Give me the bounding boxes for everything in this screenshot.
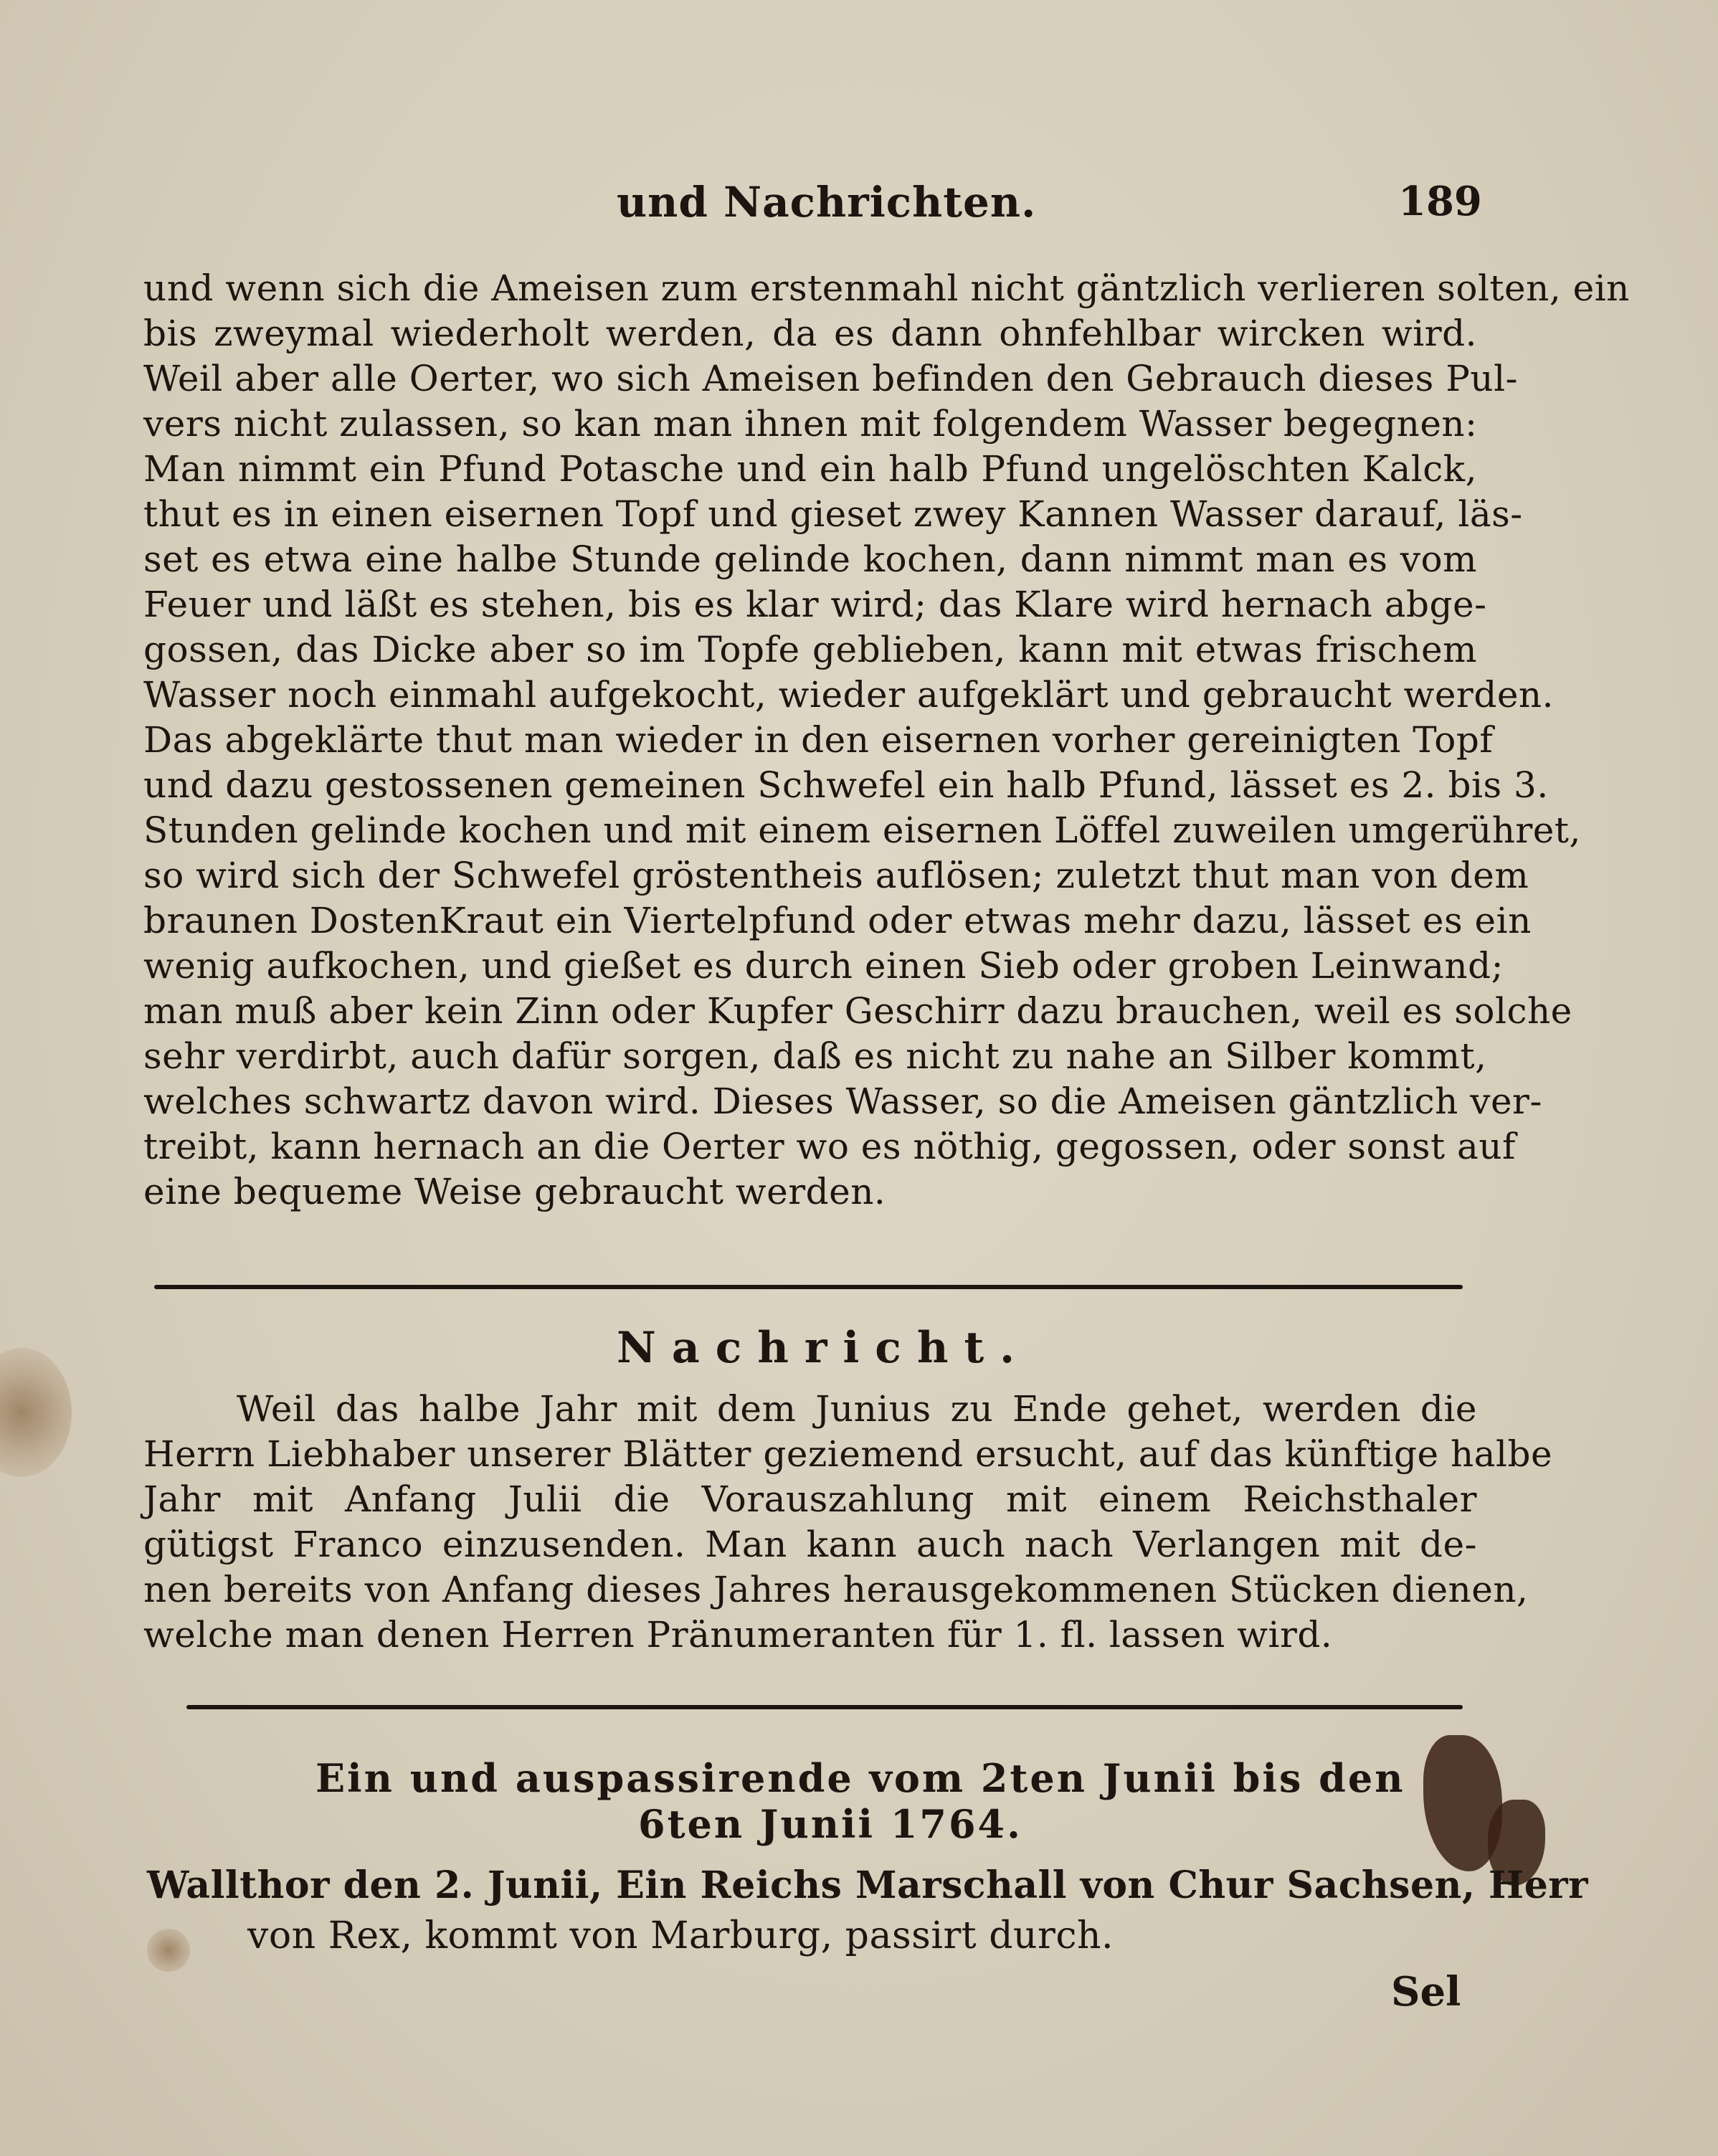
section-divider [186,1705,1463,1709]
catchword: Sel [1391,1968,1461,2015]
article-line: welches schwartz davon wird. Dieses Wasser, so die Ameisen gäntzlich ver- [143,1081,1542,1122]
notice-line-last: welche man denen Herren Pränumeranten für 1. fl. lassen wird. [143,1614,1333,1656]
article-line: Stunden gelinde kochen und mit einem eisernen Löffel zuweilen umgerühret, [143,809,1581,851]
article-line: Das abgeklärte thut man wieder in den eisernen vorher gereinigten Topf [143,719,1494,761]
article-line: wenig aufkochen, und gießet es durch einen Sieb oder groben Leinwand; [143,945,1504,987]
article-line: treibt, kann hernach an die Oerter wo es nöthig, gegossen, oder sonst auf [143,1126,1517,1167]
notice-line: Herrn Liebhaber unserer Blätter geziemend ersucht, auf das künftige halbe [143,1433,1553,1475]
article-line: braunen DostenKraut ein Viertelpfund oder etwas mehr dazu, lässet es ein [143,900,1532,941]
article-line: bis zweymal wiederholt werden, da es dann ohnfehlbar wircken wird. [143,313,1477,354]
article-line: Wasser noch einmahl aufgekocht, wieder aufgeklärt und gebraucht werden. [143,674,1555,716]
arrival-entry: Wallthor den 2. Junii, Ein Reichs Marschall von Chur Sachsen, Herr [147,1863,1589,1907]
article-line-last: eine bequeme Weise gebraucht werden. [143,1171,886,1212]
article-line: man muß aber kein Zinn oder Kupfer Geschirr dazu brauchen, weil es solche [143,990,1572,1032]
notice-heading: Nachricht. [617,1323,1031,1373]
notice-line: nen bereits von Anfang dieses Jahres herausgekommenen Stücken dienen, [143,1569,1529,1610]
section-divider [154,1285,1463,1289]
water-stain-small [147,1929,190,1972]
article-line: Man nimmt ein Pfund Potasche und ein halb Pfund ungelöschten Kalck, [143,448,1477,490]
article-line: vers nicht zulassen, so kan man ihnen mit folgendem Wasser begegnen: [143,403,1478,445]
page-number: 189 [1398,178,1482,225]
arrivals-heading: Ein und auspassirende vom 2ten Junii bis den [315,1755,1405,1801]
arrivals-heading-dates: 6ten Junii 1764. [638,1801,1022,1847]
notice-line: Jahr mit Anfang Julii die Vorauszahlung mit einem Reichsthaler [143,1478,1477,1520]
article-line: und wenn sich die Ameisen zum erstenmahl nicht gäntzlich verlieren solten, ein [143,267,1630,309]
article-line: Weil aber alle Oerter, wo sich Ameisen befinden den Gebrauch dieses Pul- [143,358,1518,399]
article-line: thut es in einen eisernen Topf und gieset zwey Kannen Wasser darauf, läs- [143,493,1523,535]
article-line: so wird sich der Schwefel gröstentheis auflösen; zuletzt thut man von dem [143,855,1529,896]
notice-line: gütigst Franco einzusenden. Man kann auch nach Verlangen mit de- [143,1524,1477,1565]
article-line: und dazu gestossenen gemeinen Schwefel ein halb Pfund, lässet es 2. bis 3. [143,764,1549,806]
article-line: Feuer und läßt es stehen, bis es klar wird; das Klare wird hernach abge- [143,584,1487,625]
notice-line: Weil das halbe Jahr mit dem Junius zu Ende gehet, werden die [237,1388,1477,1430]
article-line: set es etwa eine halbe Stunde gelinde kochen, dann nimmt man es vom [143,538,1477,580]
article-line: gossen, das Dicke aber so im Topfe geblieben, kann mit etwas frischem [143,629,1477,670]
article-line: sehr verdirbt, auch dafür sorgen, daß es nicht zu nahe an Silber kommt, [143,1035,1487,1077]
running-header-title: und Nachrichten. [617,178,1037,227]
arrival-entry-continued: von Rex, kommt von Marburg, passirt durch. [247,1914,1114,1957]
